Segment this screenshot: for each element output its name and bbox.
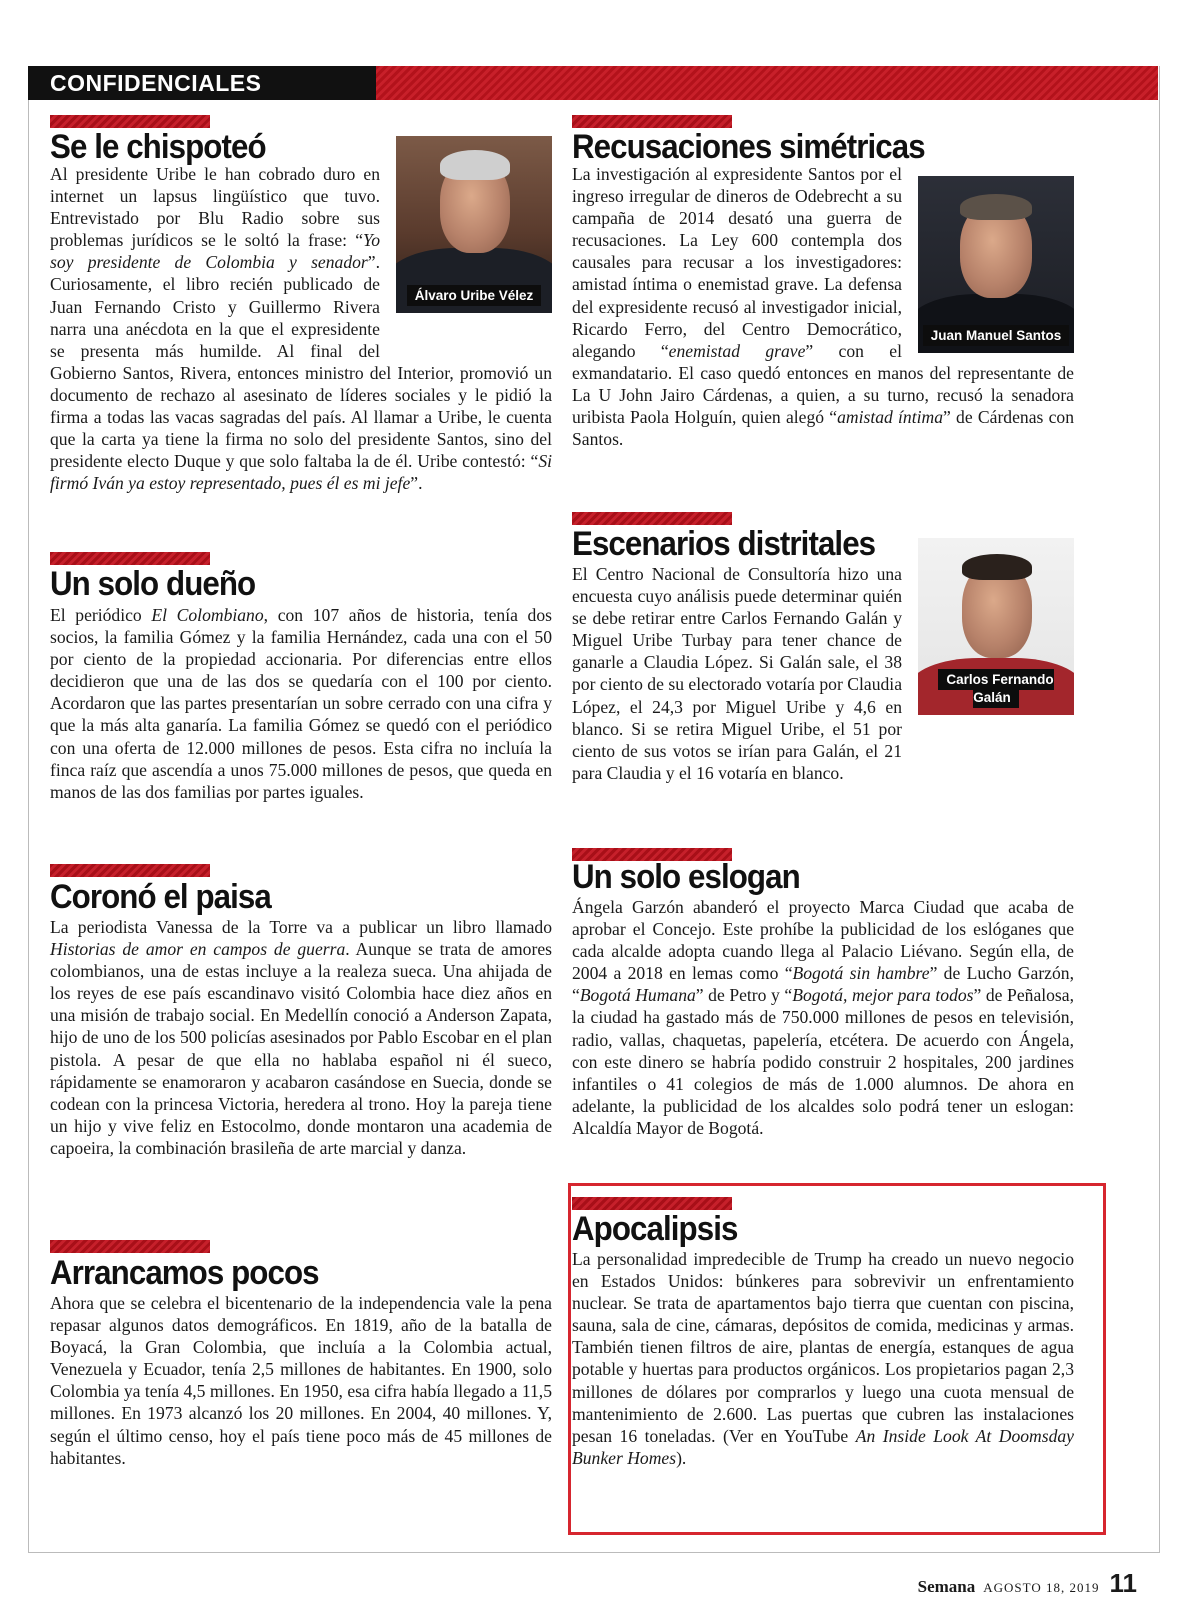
article-title-recusaciones: Recusaciones simétricas [572, 128, 925, 166]
article-divider-bar [50, 115, 210, 128]
article-divider-bar [572, 1197, 732, 1210]
article-title-arrancamos: Arrancamos pocos [50, 1254, 319, 1292]
issue-date: AGOSTO 18, 2019 [983, 1580, 1100, 1595]
article-divider-bar [572, 512, 732, 525]
page-footer [918, 1568, 1137, 1599]
article-body-paisa: La periodista Vanessa de la Torre va a publicar un libro llamado Historias de amor en campos de guerra. Aunque se trata de amores colombianos, una de estas incluye a la realeza sueca. Una ahijada de los reyes de ese país escandinavo visitó Colombia hace diez años en una misión de trabajo social. En Medellín conoció a Anderson Zapata, hijo de uno de los 500 policías asesinados por Pablo Escobar en el plan pistola. A pesar de que ella no hablaba español ni él sueco, rápidamente se enamoraron y acabaron casándose en Suecia, donde se codean con la princesa Victoria, heredera al trono. Hoy la pareja tiene un hijo y vive feliz en Estocolmo, donde montaron una academia de capoeira, la combinación brasileña de arte marcial y danza. [50, 917, 552, 1158]
photo-caption: Carlos Fernando Galán [938, 669, 1053, 708]
article-title-paisa: Coronó el paisa [50, 878, 271, 916]
section-label: CONFIDENCIALES [28, 66, 376, 100]
article-body-escenarios: El Centro Nacional de Consultoría hizo una encuesta cuyo análisis puede determinar quién se debe retirar entre Carlos Fernando Galán y Miguel Uribe Turbay para tener chance de ganarle a Claudia López. Si Galán sale, el 38 por ciento de su electorado votaría por Claudia López, el 24,3 por Miguel Uribe y 4,6 en blanco. Si se retira Miguel Uribe, el 51 por ciento de sus votos se irían para Galán, el 21 para Claudia y el 16 votaría en blanco. [572, 564, 902, 783]
article-divider-bar [50, 1240, 210, 1253]
article-body-recusaciones: La investigación al expresidente Santos por el ingreso irregular de dineros de Odebrecht a su campaña de 2014 desató una guerra de recusaciones. La Ley 600 contempla dos causales para recusar a los investigadores: amistad íntima o enemistad grave. La defensa del expresidente recusó al investigador inicial, Ricardo Ferro, del Centro Democrático, alegando “enemistad grave” con el exmandatario. El caso quedó entonces en manos del representante de La U John Jairo Cárdenas, a quien, a su turno, recusó la senadora uribista Paola Holguín, quien alegó “amistad íntima” de Cárdenas con Santos. [572, 164, 1074, 450]
photo-caption: Juan Manuel Santos [923, 325, 1070, 346]
article-body-arrancamos: Ahora que se celebra el bicentenario de la independencia vale la pena repasar algunos datos demográficos. En 1819, año de la batalla de Boyacá, la Gran Colombia, que incluía a la Colombia actual, Venezuela y Ecuador, tenía 2,5 millones de habitantes. En 1900, solo Colombia ya tenía 4,5 millones. En 1950, esa cifra había llegado a 11,5 millones. En 1973 alcanzó los 20 millones. En 2004, 40 millones. Y, según el último censo, hoy el país tiene poco más de 45 millones de habitantes. [50, 1293, 552, 1468]
article-title-dueno: Un solo dueño [50, 565, 256, 603]
page-number: 11 [1109, 1568, 1137, 1598]
article-body-chispoteo: Al presidente Uribe le han cobrado duro en internet un lapsus lingüístico que tuvo. Entrevistado por Blu Radio sobre sus problemas jurídicos se le soltó la frase: “Yo soy presidente de Colombia y senador”. Curiosamente, el libro recién publicado de Juan Fernando Cristo y Guillermo Rivera narra una anécdota en la que el expresidente se presenta más humilde. Al final del Gobierno Santos, Rivera, entonces ministro del Interior, promovió un documento de rechazo al asesinato de líderes sociales y le pidió la firma a todas las vacas sagradas del país. Al llamar a Uribe, le cuenta que la carta ya tiene la firma no solo del presidente Santos, sino del presidente electo Duque y que solo faltaba la de él. Uribe contestó: “Si firmó Iván ya estoy representado, pues él es mi jefe”. [50, 164, 552, 494]
article-title-apocalipsis: Apocalipsis [572, 1210, 738, 1248]
article-title-escenarios: Escenarios distritales [572, 525, 876, 563]
article-divider-bar [572, 115, 732, 128]
article-divider-bar [50, 552, 210, 565]
article-body-dueno: El periódico El Colombiano, con 107 años de historia, tenía dos socios, la familia Gómez y la familia Hernández, cada una con el 50 por ciento de la propiedad accionaria. Por diferencias entre ellos decidieron que una de las dos se quedaría con el 100 por ciento. Acordaron que las partes presentarían un sobre cerrado con una cifra y que la más alta ganaría. La familia Gómez se quedó con el periódico con una oferta de 12.000 millones de pesos. Esta cifra no incluía la finca raíz que ascendía a unos 75.000 millones de pesos, que queda en manos de las dos familias por partes iguales. [50, 605, 553, 802]
article-body-eslogan: Ángela Garzón abanderó el proyecto Marca Ciudad que acaba de aprobar el Concejo. Este prohíbe la publicidad de los eslóganes que cada alcalde adopta cuando llega al Palacio Liévano. Según ella, de 2004 a 2018 en lemas como “Bogotá sin hambre” de Lucho Garzón, “Bogotá Humana” de Petro y “Bogotá, mejor para todos” de Peñalosa, la ciudad ha gastado más de 750.000 millones de pesos en televisión, radio, vallas, chaquetas, papelería, etcétera. De acuerdo con Ángela, con este dinero se habría podido construir 2 hospitales, 200 jardines infantiles o 41 colegios de más de 1.000 alumnos. De ahora en adelante, la publicidad de los alcaldes solo podrá tener un eslogan: Alcaldía Mayor de Bogotá. [572, 897, 1074, 1138]
article-divider-bar [50, 864, 210, 877]
article-title-eslogan: Un solo eslogan [572, 858, 800, 896]
article-title-chispoteo: Se le chispoteó [50, 128, 266, 166]
article-body-apocalipsis: La personalidad impredecible de Trump ha creado un nuevo negocio en Estados Unidos: búnkeres para sobrevivir un enfrentamiento nuclear. Se trata de apartamentos bajo tierra que cuentan con piscina, sauna, sala de cine, cámaras, depósitos de comida, medicinas y armas. También tienen filtros de aire, plantas de energía, estanques de agua potable y huertas para productos orgánicos. Los propietarios pagan 2,3 millones de dólares por comprarlos y luego una cuota mensual de mantenimiento de 2.600. Las puertas que cubren las instalaciones pesan 16 toneladas. (Ver en YouTube An Inside Look At Doomsday Bunker Homes). [572, 1249, 1074, 1468]
photo-caption: Álvaro Uribe Vélez [407, 285, 542, 306]
magazine-brand: Semana [917, 1577, 976, 1596]
